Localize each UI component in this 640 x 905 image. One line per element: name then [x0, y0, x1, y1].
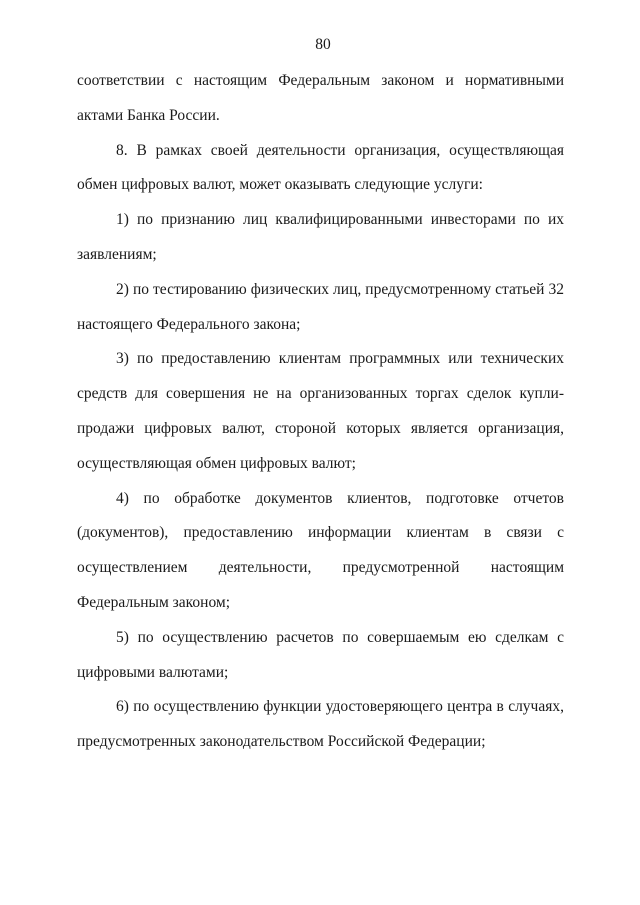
list-item-3: 3) по предоставлению клиентам программных или технических средств для совершения не на организованных торгах сделок купли-продажи цифровых валют, стороной которых является организация, осуществляющая обмен цифровых валют;	[77, 350, 564, 472]
paragraph-item-8: 8. В рамках своей деятельности организация, осуществляющая обмен цифровых валют, может оказывать следующие услуги:	[77, 141, 564, 194]
page-number: 80	[315, 36, 331, 53]
list-item-1: 1) по признанию лиц квалифицированными инвесторами по их заявлениям;	[77, 211, 564, 263]
list-item-5: 5) по осуществлению расчетов по совершаемым ею сделкам с цифровыми валютами;	[77, 628, 564, 681]
list-item-6: 6) по осуществлению функции удостоверяющего центра в случаях, предусмотренных законодательством Российской Федерации;	[77, 698, 564, 751]
document-body	[77, 64, 564, 760]
list-item-2: 2) по тестированию физических лиц, предусмотренному статьей 32 настоящего Федерального закона;	[77, 280, 564, 333]
list-item-4: 4) по обработке документов клиентов, подготовке отчетов (документов), предоставлению информации клиентам в связи с осуществлением деятельности, предусмотренной настоящим Федеральным законом;	[77, 489, 564, 611]
paragraph-continuation: соответствии с настоящим Федеральным законом и нормативными актами Банка России.	[77, 72, 564, 124]
